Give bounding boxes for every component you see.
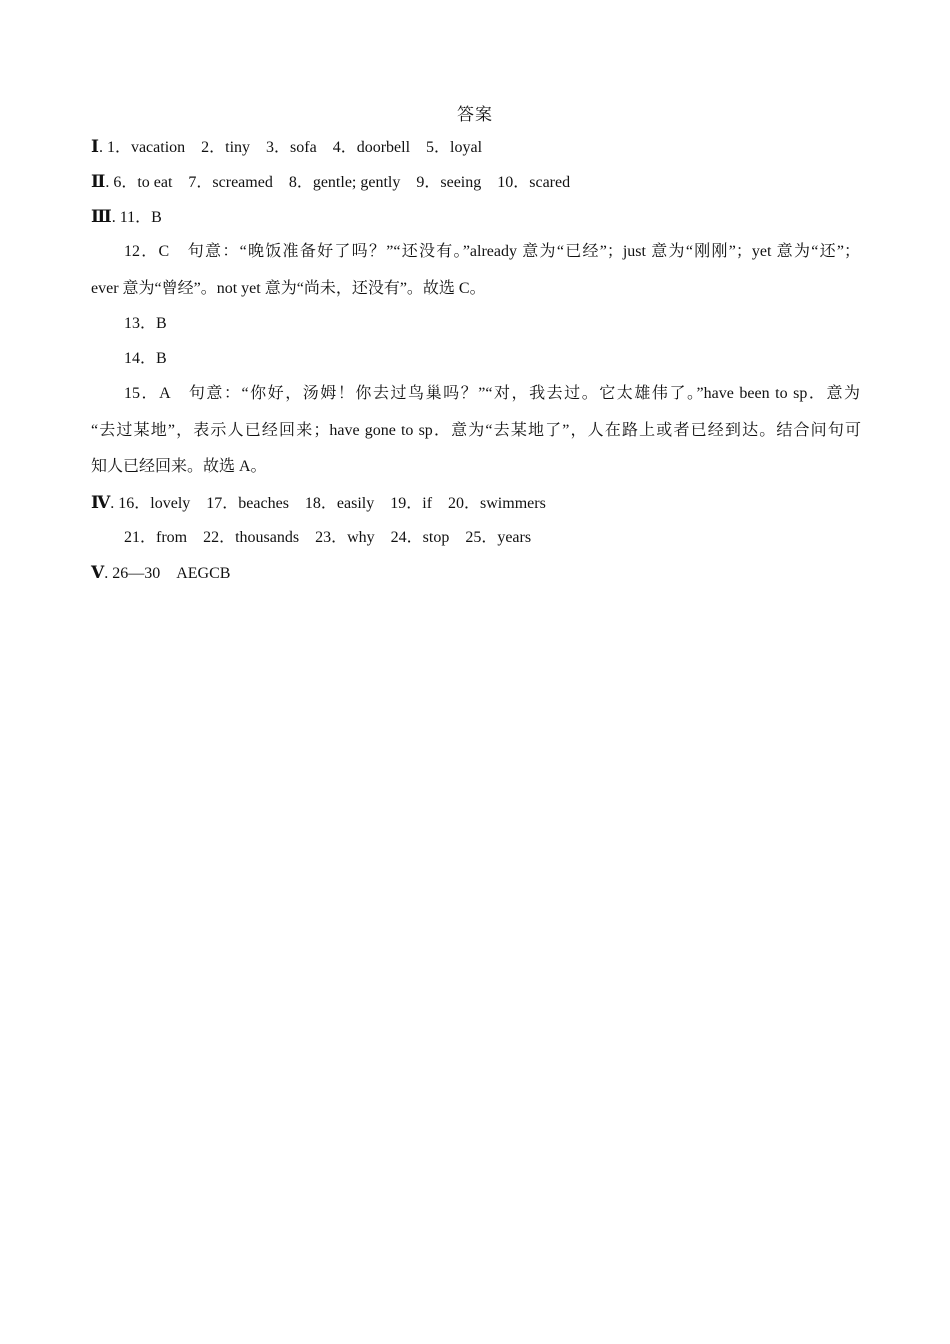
section-1-line (91, 136, 861, 159)
q15-explanation-line-1: 15．A 句意：“你好，汤姆！你去过鸟巢吗？”“对，我去过。它太雄伟了。”have been to sp．意为 (124, 385, 860, 402)
page-title: 答案 (457, 105, 493, 124)
section-3-line (91, 206, 861, 229)
section-2-answers: . 6．to eat 7．screamed 8．gentle; gently 9．seeing 10．scared (105, 174, 571, 191)
section-4-line-2: 21．from 22．thousands 23．why 24．stop 25．years (124, 529, 532, 546)
q15-explanation-line-3: 知人已经回来。故选 A。 (91, 458, 267, 475)
section-5-line (91, 562, 861, 585)
section-4-answers: . 16．lovely 17．beaches 18．easily 19．if 20．swimmers (110, 495, 546, 512)
section-3-numeral: Ⅲ (91, 207, 112, 226)
answer-14: 14．B (124, 350, 167, 367)
section-5-numeral: Ⅴ (91, 563, 105, 582)
section-5-answers: . 26—30 AEGCB (104, 565, 231, 582)
section-4-line (91, 492, 861, 515)
answer-13: 13．B (124, 315, 167, 332)
q12-explanation-line-2: ever 意为“曾经”。not yet 意为“尚未，还没有”。故选 C。 (91, 280, 486, 297)
section-1-numeral: Ⅰ (91, 137, 99, 156)
section-2-line (91, 171, 861, 194)
q15-explanation-line-2: “去过某地”，表示人已经回来；have gone to sp．意为“去某地了”，人在路上或者已经到达。结合问句可 (91, 422, 861, 439)
section-1-answers: . 1．vacation 2．tiny 3．sofa 4．doorbell 5．loyal (98, 139, 483, 156)
q12-explanation-line-1: 12．C 句意：“晚饭准备好了吗？”“还没有。”already 意为“已经”；just 意为“刚刚”；yet 意为“还”； (124, 243, 860, 260)
section-2-numeral: Ⅱ (91, 172, 106, 191)
section-4-numeral: Ⅳ (91, 493, 111, 512)
section-3-answer-11: . 11．B (111, 209, 162, 226)
